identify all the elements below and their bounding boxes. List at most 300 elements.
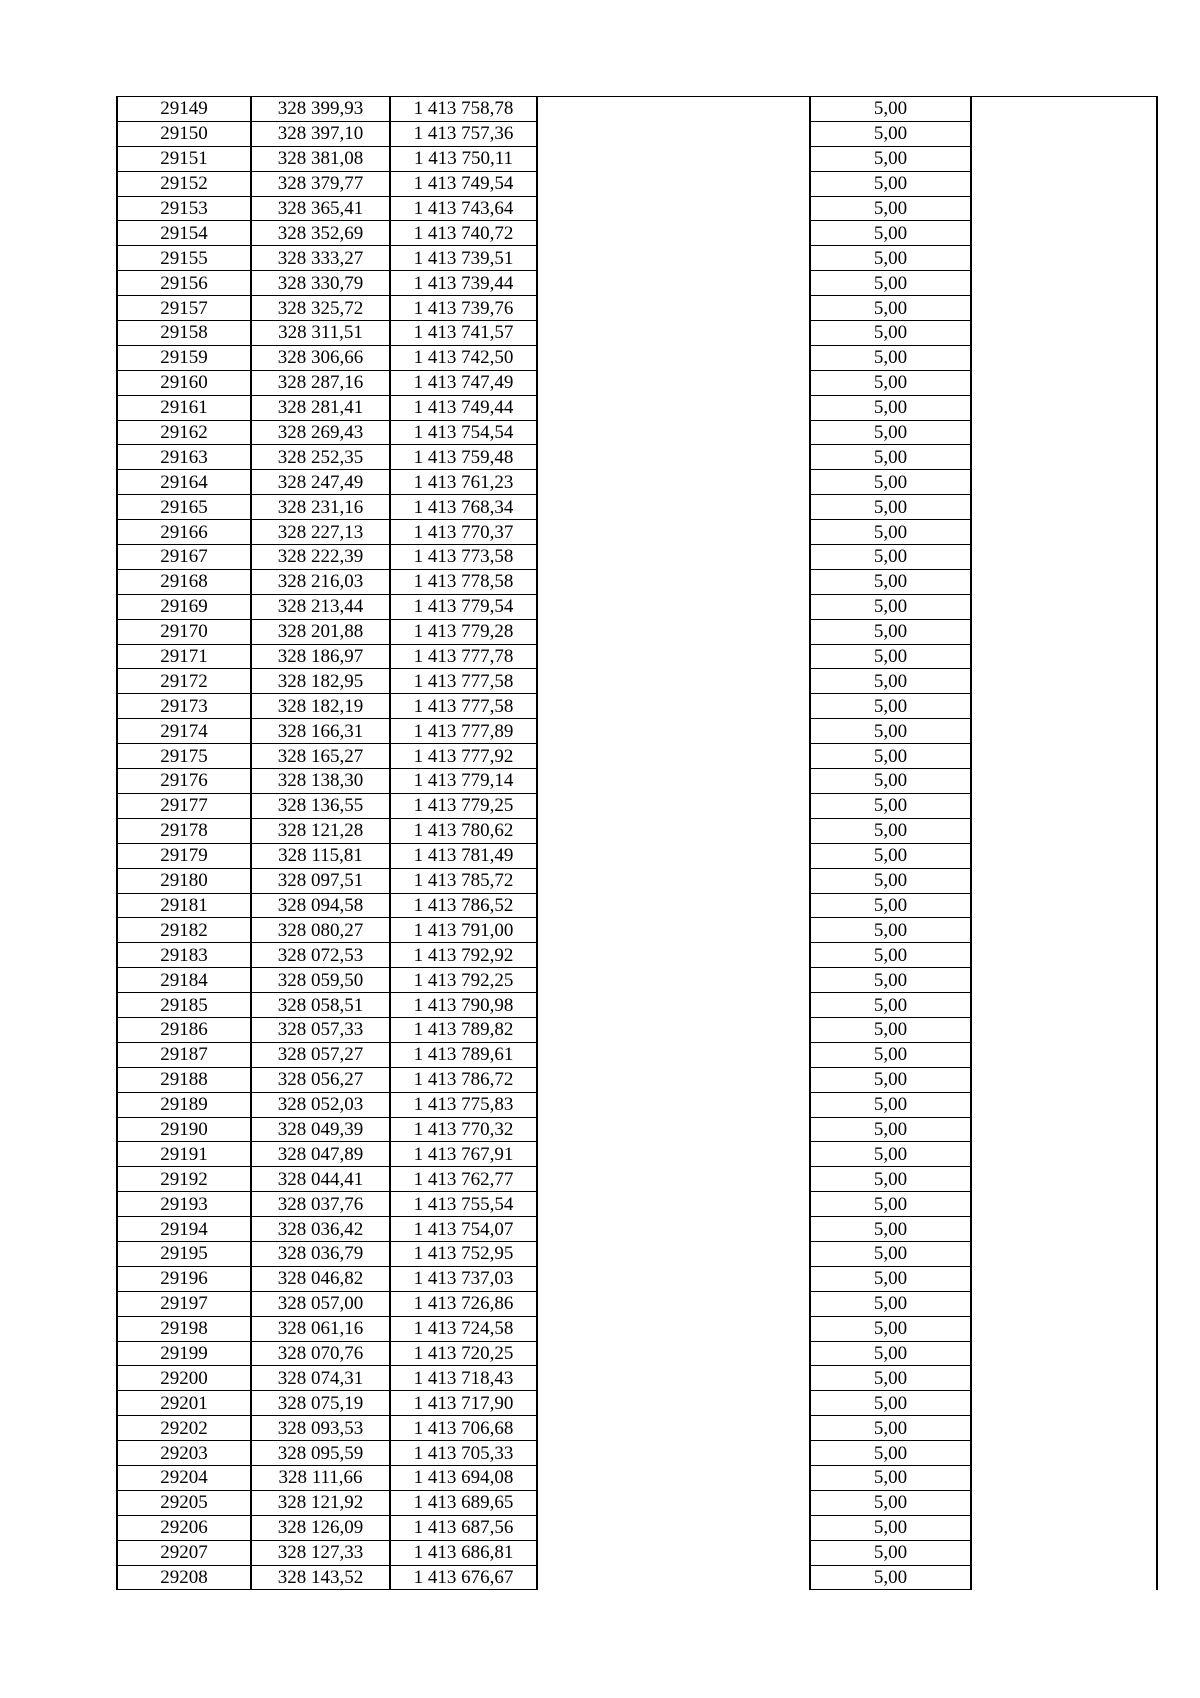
empty-cell [971, 345, 1157, 370]
empty-cell [971, 1217, 1157, 1242]
accuracy-cell: 5,00 [810, 1017, 971, 1042]
empty-cell [971, 445, 1157, 470]
point-number-cell: 29165 [117, 495, 251, 520]
point-number-cell: 29194 [117, 1217, 251, 1242]
y-coordinate-cell: 1 413 758,78 [390, 97, 537, 122]
empty-cell [537, 395, 810, 420]
accuracy-cell: 5,00 [810, 744, 971, 769]
point-number-cell: 29169 [117, 594, 251, 619]
empty-cell [537, 1241, 810, 1266]
empty-cell [971, 868, 1157, 893]
table-row [117, 893, 1157, 918]
point-number-cell: 29170 [117, 619, 251, 644]
x-coordinate-cell: 328 399,93 [251, 97, 390, 122]
empty-cell [971, 246, 1157, 271]
accuracy-cell: 5,00 [810, 395, 971, 420]
empty-cell [537, 520, 810, 545]
point-number-cell: 29202 [117, 1416, 251, 1441]
x-coordinate-cell: 328 231,16 [251, 495, 390, 520]
x-coordinate-cell: 328 075,19 [251, 1391, 390, 1416]
empty-cell [537, 97, 810, 122]
y-coordinate-cell: 1 413 750,11 [390, 146, 537, 171]
empty-cell [971, 793, 1157, 818]
accuracy-cell: 5,00 [810, 968, 971, 993]
x-coordinate-cell: 328 252,35 [251, 445, 390, 470]
accuracy-cell: 5,00 [810, 1042, 971, 1067]
empty-cell [971, 619, 1157, 644]
x-coordinate-cell: 328 247,49 [251, 470, 390, 495]
x-coordinate-cell: 328 222,39 [251, 545, 390, 570]
table-row [117, 321, 1157, 346]
x-coordinate-cell: 328 059,50 [251, 968, 390, 993]
empty-cell [537, 321, 810, 346]
empty-cell [971, 1391, 1157, 1416]
empty-cell [537, 1192, 810, 1217]
y-coordinate-cell: 1 413 752,95 [390, 1241, 537, 1266]
empty-cell [971, 893, 1157, 918]
y-coordinate-cell: 1 413 747,49 [390, 370, 537, 395]
table-row [117, 694, 1157, 719]
point-number-cell: 29154 [117, 221, 251, 246]
point-number-cell: 29193 [117, 1192, 251, 1217]
x-coordinate-cell: 328 047,89 [251, 1142, 390, 1167]
x-coordinate-cell: 328 182,95 [251, 669, 390, 694]
table-row [117, 221, 1157, 246]
x-coordinate-cell: 328 121,28 [251, 818, 390, 843]
table-row [117, 1291, 1157, 1316]
empty-cell [537, 1291, 810, 1316]
table-row [117, 1391, 1157, 1416]
table-row [117, 395, 1157, 420]
accuracy-cell: 5,00 [810, 196, 971, 221]
y-coordinate-cell: 1 413 754,07 [390, 1217, 537, 1242]
table-row [117, 569, 1157, 594]
x-coordinate-cell: 328 311,51 [251, 321, 390, 346]
table-row [117, 769, 1157, 794]
empty-cell [537, 121, 810, 146]
empty-cell [537, 818, 810, 843]
empty-cell [537, 1441, 810, 1466]
point-number-cell: 29191 [117, 1142, 251, 1167]
point-number-cell: 29179 [117, 843, 251, 868]
empty-cell [971, 968, 1157, 993]
table-row [117, 968, 1157, 993]
accuracy-cell: 5,00 [810, 1167, 971, 1192]
table-row [117, 1241, 1157, 1266]
x-coordinate-cell: 328 111,66 [251, 1465, 390, 1490]
x-coordinate-cell: 328 070,76 [251, 1341, 390, 1366]
accuracy-cell: 5,00 [810, 818, 971, 843]
empty-cell [971, 1465, 1157, 1490]
accuracy-cell: 5,00 [810, 171, 971, 196]
empty-cell [537, 246, 810, 271]
y-coordinate-cell: 1 413 741,57 [390, 321, 537, 346]
empty-cell [537, 1416, 810, 1441]
x-coordinate-cell: 328 036,79 [251, 1241, 390, 1266]
point-number-cell: 29157 [117, 296, 251, 321]
empty-cell [971, 146, 1157, 171]
accuracy-cell: 5,00 [810, 420, 971, 445]
y-coordinate-cell: 1 413 686,81 [390, 1540, 537, 1565]
table-row [117, 1142, 1157, 1167]
x-coordinate-cell: 328 097,51 [251, 868, 390, 893]
point-number-cell: 29201 [117, 1391, 251, 1416]
accuracy-cell: 5,00 [810, 1465, 971, 1490]
accuracy-cell: 5,00 [810, 121, 971, 146]
empty-cell [971, 97, 1157, 122]
y-coordinate-cell: 1 413 770,37 [390, 520, 537, 545]
empty-cell [537, 1067, 810, 1092]
y-coordinate-cell: 1 413 786,72 [390, 1067, 537, 1092]
accuracy-cell: 5,00 [810, 1142, 971, 1167]
point-number-cell: 29208 [117, 1565, 251, 1590]
empty-cell [971, 569, 1157, 594]
accuracy-cell: 5,00 [810, 893, 971, 918]
y-coordinate-cell: 1 413 789,82 [390, 1017, 537, 1042]
empty-cell [537, 1391, 810, 1416]
point-number-cell: 29196 [117, 1266, 251, 1291]
x-coordinate-cell: 328 057,00 [251, 1291, 390, 1316]
x-coordinate-cell: 328 074,31 [251, 1366, 390, 1391]
x-coordinate-cell: 328 397,10 [251, 121, 390, 146]
table-row [117, 619, 1157, 644]
empty-cell [971, 843, 1157, 868]
point-number-cell: 29184 [117, 968, 251, 993]
y-coordinate-cell: 1 413 792,92 [390, 943, 537, 968]
empty-cell [537, 1266, 810, 1291]
point-number-cell: 29163 [117, 445, 251, 470]
point-number-cell: 29182 [117, 918, 251, 943]
y-coordinate-cell: 1 413 742,50 [390, 345, 537, 370]
accuracy-cell: 5,00 [810, 1266, 971, 1291]
empty-cell [537, 993, 810, 1018]
y-coordinate-cell: 1 413 777,78 [390, 644, 537, 669]
accuracy-cell: 5,00 [810, 246, 971, 271]
empty-cell [971, 271, 1157, 296]
point-number-cell: 29186 [117, 1017, 251, 1042]
point-number-cell: 29174 [117, 719, 251, 744]
table-row [117, 669, 1157, 694]
table-row [117, 719, 1157, 744]
y-coordinate-cell: 1 413 790,98 [390, 993, 537, 1018]
x-coordinate-cell: 328 325,72 [251, 296, 390, 321]
empty-cell [971, 321, 1157, 346]
y-coordinate-cell: 1 413 749,54 [390, 171, 537, 196]
coordinates-table [116, 96, 1158, 1590]
y-coordinate-cell: 1 413 724,58 [390, 1316, 537, 1341]
accuracy-cell: 5,00 [810, 1067, 971, 1092]
point-number-cell: 29203 [117, 1441, 251, 1466]
x-coordinate-cell: 328 352,69 [251, 221, 390, 246]
table-row [117, 843, 1157, 868]
empty-cell [971, 1192, 1157, 1217]
empty-cell [537, 968, 810, 993]
x-coordinate-cell: 328 121,92 [251, 1490, 390, 1515]
table-row [117, 644, 1157, 669]
x-coordinate-cell: 328 057,27 [251, 1042, 390, 1067]
empty-cell [537, 1167, 810, 1192]
accuracy-cell: 5,00 [810, 370, 971, 395]
empty-cell [537, 1540, 810, 1565]
point-number-cell: 29176 [117, 769, 251, 794]
table-row [117, 1117, 1157, 1142]
accuracy-cell: 5,00 [810, 1391, 971, 1416]
x-coordinate-cell: 328 333,27 [251, 246, 390, 271]
empty-cell [537, 719, 810, 744]
accuracy-cell: 5,00 [810, 97, 971, 122]
accuracy-cell: 5,00 [810, 1241, 971, 1266]
y-coordinate-cell: 1 413 687,56 [390, 1515, 537, 1540]
x-coordinate-cell: 328 381,08 [251, 146, 390, 171]
empty-cell [537, 1515, 810, 1540]
empty-cell [537, 146, 810, 171]
accuracy-cell: 5,00 [810, 619, 971, 644]
empty-cell [971, 171, 1157, 196]
table-row [117, 271, 1157, 296]
empty-cell [537, 196, 810, 221]
x-coordinate-cell: 328 046,82 [251, 1266, 390, 1291]
point-number-cell: 29164 [117, 470, 251, 495]
accuracy-cell: 5,00 [810, 445, 971, 470]
empty-cell [537, 1142, 810, 1167]
empty-cell [971, 1067, 1157, 1092]
table-row [117, 296, 1157, 321]
point-number-cell: 29160 [117, 370, 251, 395]
y-coordinate-cell: 1 413 739,44 [390, 271, 537, 296]
table-row [117, 370, 1157, 395]
point-number-cell: 29158 [117, 321, 251, 346]
x-coordinate-cell: 328 365,41 [251, 196, 390, 221]
table-row [117, 594, 1157, 619]
table-row [117, 1416, 1157, 1441]
empty-cell [971, 1316, 1157, 1341]
point-number-cell: 29161 [117, 395, 251, 420]
empty-cell [971, 121, 1157, 146]
point-number-cell: 29192 [117, 1167, 251, 1192]
table-row [117, 868, 1157, 893]
y-coordinate-cell: 1 413 739,76 [390, 296, 537, 321]
coordinates-table-body [117, 97, 1157, 1590]
point-number-cell: 29185 [117, 993, 251, 1018]
table-row [117, 943, 1157, 968]
empty-cell [971, 1291, 1157, 1316]
y-coordinate-cell: 1 413 779,54 [390, 594, 537, 619]
empty-cell [537, 868, 810, 893]
empty-cell [971, 1515, 1157, 1540]
empty-cell [537, 445, 810, 470]
empty-cell [537, 470, 810, 495]
y-coordinate-cell: 1 413 768,34 [390, 495, 537, 520]
y-coordinate-cell: 1 413 749,44 [390, 395, 537, 420]
empty-cell [537, 545, 810, 570]
empty-cell [971, 1416, 1157, 1441]
accuracy-cell: 5,00 [810, 1341, 971, 1366]
table-row [117, 1366, 1157, 1391]
empty-cell [537, 1490, 810, 1515]
x-coordinate-cell: 328 287,16 [251, 370, 390, 395]
empty-cell [971, 370, 1157, 395]
y-coordinate-cell: 1 413 791,00 [390, 918, 537, 943]
y-coordinate-cell: 1 413 676,67 [390, 1565, 537, 1590]
x-coordinate-cell: 328 127,33 [251, 1540, 390, 1565]
accuracy-cell: 5,00 [810, 719, 971, 744]
table-row [117, 1540, 1157, 1565]
empty-cell [537, 345, 810, 370]
empty-cell [971, 1167, 1157, 1192]
accuracy-cell: 5,00 [810, 345, 971, 370]
accuracy-cell: 5,00 [810, 146, 971, 171]
empty-cell [537, 296, 810, 321]
accuracy-cell: 5,00 [810, 271, 971, 296]
accuracy-cell: 5,00 [810, 1540, 971, 1565]
y-coordinate-cell: 1 413 777,92 [390, 744, 537, 769]
empty-cell [971, 520, 1157, 545]
empty-cell [971, 594, 1157, 619]
x-coordinate-cell: 328 269,43 [251, 420, 390, 445]
x-coordinate-cell: 328 126,09 [251, 1515, 390, 1540]
point-number-cell: 29150 [117, 121, 251, 146]
y-coordinate-cell: 1 413 754,54 [390, 420, 537, 445]
point-number-cell: 29189 [117, 1092, 251, 1117]
x-coordinate-cell: 328 061,16 [251, 1316, 390, 1341]
x-coordinate-cell: 328 306,66 [251, 345, 390, 370]
point-number-cell: 29183 [117, 943, 251, 968]
table-row [117, 1167, 1157, 1192]
accuracy-cell: 5,00 [810, 520, 971, 545]
empty-cell [537, 1465, 810, 1490]
point-number-cell: 29152 [117, 171, 251, 196]
table-row [117, 1042, 1157, 1067]
accuracy-cell: 5,00 [810, 296, 971, 321]
y-coordinate-cell: 1 413 778,58 [390, 569, 537, 594]
point-number-cell: 29151 [117, 146, 251, 171]
point-number-cell: 29149 [117, 97, 251, 122]
accuracy-cell: 5,00 [810, 1565, 971, 1590]
table-row [117, 97, 1157, 122]
y-coordinate-cell: 1 413 777,58 [390, 694, 537, 719]
point-number-cell: 29180 [117, 868, 251, 893]
x-coordinate-cell: 328 165,27 [251, 744, 390, 769]
x-coordinate-cell: 328 182,19 [251, 694, 390, 719]
accuracy-cell: 5,00 [810, 495, 971, 520]
point-number-cell: 29173 [117, 694, 251, 719]
y-coordinate-cell: 1 413 743,64 [390, 196, 537, 221]
table-row [117, 1465, 1157, 1490]
x-coordinate-cell: 328 056,27 [251, 1067, 390, 1092]
table-row [117, 993, 1157, 1018]
table-row [117, 470, 1157, 495]
y-coordinate-cell: 1 413 720,25 [390, 1341, 537, 1366]
table-row [117, 246, 1157, 271]
point-number-cell: 29175 [117, 744, 251, 769]
table-row [117, 545, 1157, 570]
x-coordinate-cell: 328 379,77 [251, 171, 390, 196]
empty-cell [971, 719, 1157, 744]
empty-cell [537, 1092, 810, 1117]
table-row [117, 1192, 1157, 1217]
x-coordinate-cell: 328 044,41 [251, 1167, 390, 1192]
point-number-cell: 29178 [117, 818, 251, 843]
accuracy-cell: 5,00 [810, 594, 971, 619]
table-row [117, 1341, 1157, 1366]
y-coordinate-cell: 1 413 705,33 [390, 1441, 537, 1466]
x-coordinate-cell: 328 186,97 [251, 644, 390, 669]
y-coordinate-cell: 1 413 718,43 [390, 1366, 537, 1391]
point-number-cell: 29188 [117, 1067, 251, 1092]
empty-cell [971, 1490, 1157, 1515]
empty-cell [537, 1316, 810, 1341]
accuracy-cell: 5,00 [810, 221, 971, 246]
y-coordinate-cell: 1 413 726,86 [390, 1291, 537, 1316]
empty-cell [971, 1366, 1157, 1391]
x-coordinate-cell: 328 281,41 [251, 395, 390, 420]
y-coordinate-cell: 1 413 779,28 [390, 619, 537, 644]
y-coordinate-cell: 1 413 740,72 [390, 221, 537, 246]
empty-cell [537, 1217, 810, 1242]
x-coordinate-cell: 328 227,13 [251, 520, 390, 545]
point-number-cell: 29197 [117, 1291, 251, 1316]
accuracy-cell: 5,00 [810, 1366, 971, 1391]
empty-cell [537, 744, 810, 769]
empty-cell [537, 370, 810, 395]
y-coordinate-cell: 1 413 780,62 [390, 818, 537, 843]
y-coordinate-cell: 1 413 757,36 [390, 121, 537, 146]
x-coordinate-cell: 328 201,88 [251, 619, 390, 644]
x-coordinate-cell: 328 136,55 [251, 793, 390, 818]
table-row [117, 1017, 1157, 1042]
y-coordinate-cell: 1 413 737,03 [390, 1266, 537, 1291]
empty-cell [537, 669, 810, 694]
y-coordinate-cell: 1 413 755,54 [390, 1192, 537, 1217]
empty-cell [537, 1017, 810, 1042]
y-coordinate-cell: 1 413 767,91 [390, 1142, 537, 1167]
y-coordinate-cell: 1 413 761,23 [390, 470, 537, 495]
accuracy-cell: 5,00 [810, 694, 971, 719]
y-coordinate-cell: 1 413 775,83 [390, 1092, 537, 1117]
point-number-cell: 29162 [117, 420, 251, 445]
x-coordinate-cell: 328 052,03 [251, 1092, 390, 1117]
empty-cell [971, 918, 1157, 943]
accuracy-cell: 5,00 [810, 1515, 971, 1540]
accuracy-cell: 5,00 [810, 1416, 971, 1441]
empty-cell [971, 1092, 1157, 1117]
empty-cell [971, 644, 1157, 669]
point-number-cell: 29199 [117, 1341, 251, 1366]
point-number-cell: 29198 [117, 1316, 251, 1341]
accuracy-cell: 5,00 [810, 321, 971, 346]
accuracy-cell: 5,00 [810, 1217, 971, 1242]
point-number-cell: 29187 [117, 1042, 251, 1067]
accuracy-cell: 5,00 [810, 868, 971, 893]
point-number-cell: 29171 [117, 644, 251, 669]
y-coordinate-cell: 1 413 762,77 [390, 1167, 537, 1192]
empty-cell [537, 1042, 810, 1067]
y-coordinate-cell: 1 413 779,25 [390, 793, 537, 818]
x-coordinate-cell: 328 058,51 [251, 993, 390, 1018]
table-row [117, 1067, 1157, 1092]
empty-cell [537, 1565, 810, 1590]
x-coordinate-cell: 328 080,27 [251, 918, 390, 943]
empty-cell [971, 395, 1157, 420]
empty-cell [537, 420, 810, 445]
y-coordinate-cell: 1 413 777,58 [390, 669, 537, 694]
x-coordinate-cell: 328 036,42 [251, 1217, 390, 1242]
empty-cell [537, 943, 810, 968]
point-number-cell: 29159 [117, 345, 251, 370]
point-number-cell: 29156 [117, 271, 251, 296]
table-row [117, 420, 1157, 445]
empty-cell [971, 1441, 1157, 1466]
